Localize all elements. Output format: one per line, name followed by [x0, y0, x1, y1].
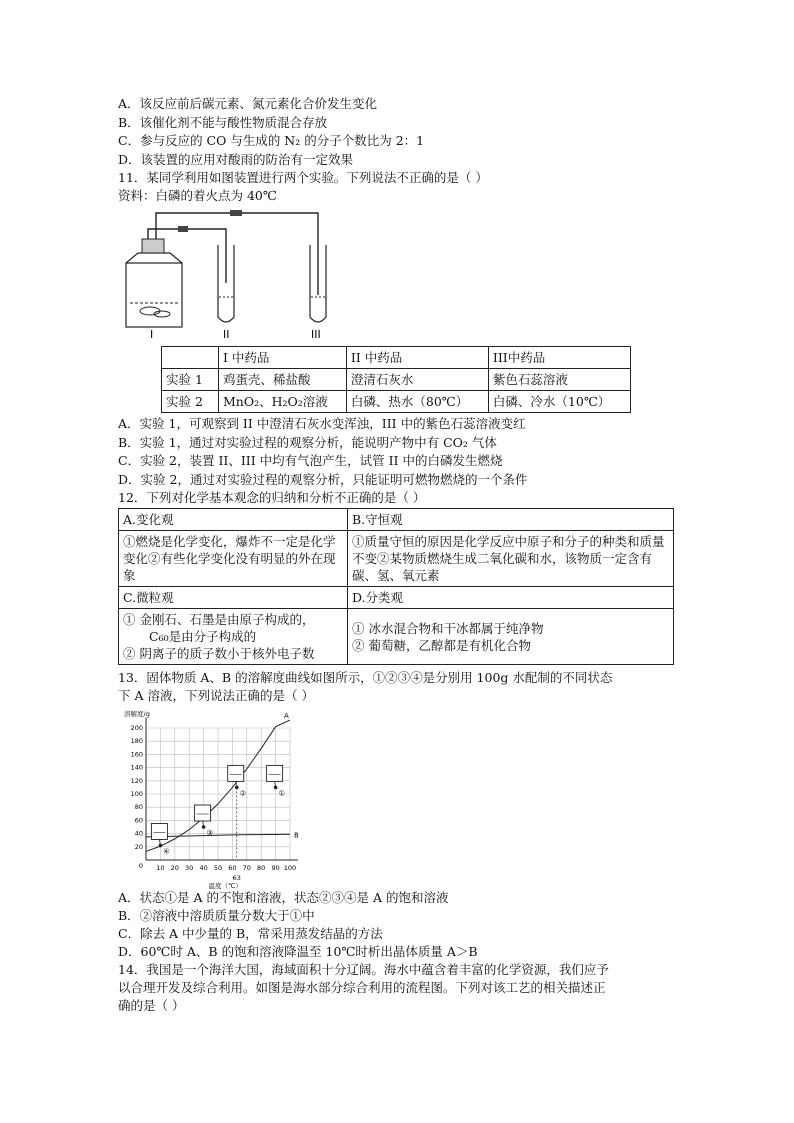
q11-header-3: III中药品 [488, 347, 630, 369]
q13-option-c: C．除去 A 中少量的 B，常采用蒸发结晶的方法 [118, 926, 383, 941]
beaker-icon [151, 823, 167, 839]
y-tick-label: 180 [130, 737, 143, 746]
x-tick-label: 100 [283, 864, 297, 872]
q14-line-2: 以合理开发及综合利用。如图是海水部分综合利用的流程图。下列对该工艺的相关描述正 [118, 980, 606, 995]
q10-option-a: A．该反应前后碳元素、氮元素化合价发生变化 [118, 96, 378, 111]
y-tick-label: 80 [134, 803, 143, 812]
q11-table [161, 346, 631, 413]
state-label: ④ [163, 847, 170, 856]
q12-a-body: ①燃烧是化学变化，爆炸不一定是化学变化②有些化学变化没有明显的外在现象 [119, 531, 348, 587]
q13-stem-1: 13．固体物质 A、B 的溶解度曲线如图所示，①②③④是分别用 100g 水配制的不同状态 [118, 670, 613, 685]
x-tick-label: 70 [242, 864, 251, 872]
q12-c-line3: ② 阴离子的质子数小于核外电子数 [123, 646, 315, 661]
q12-d-line2: ② 葡萄糖，乙醇都是有机化合物 [352, 637, 531, 653]
q12-c-title: C.微粒观 [119, 587, 348, 609]
x-tick-label: 30 [185, 864, 194, 872]
q10-option-b: B．该催化剂不能与酸性物质混合存放 [118, 115, 328, 130]
q12-c-line2: C₆₀是由分子构成的 [149, 629, 257, 644]
q10-option-c: C．参与反应的 CO 与生成的 N₂ 的分子个数比为 2：1 [118, 133, 425, 148]
state-label: ① [278, 789, 285, 798]
x-tick-label: 50 [213, 864, 223, 872]
y-tick-label: 120 [130, 776, 143, 785]
y-tick-label: 40 [134, 829, 143, 838]
x-tick-label: 90 [271, 864, 280, 872]
q12-c-line1: ① 金刚石、石墨是由原子构成的， [123, 612, 315, 627]
q13-option-b: B．②溶液中溶质质量分数大于①中 [118, 908, 315, 923]
q12-table [118, 508, 674, 665]
y-tick-label: 100 [130, 790, 143, 798]
q13-option-d: D．60℃时 A、B 的饱和溶液降温至 10℃时析出晶体质量 A＞B [118, 944, 478, 959]
q11-cell: 紫色石蕊溶液 [488, 369, 630, 391]
y-axis-label: 溶解度/g [124, 710, 150, 718]
y-tick-label: 60 [134, 816, 143, 825]
x-tick-label: 40 [199, 864, 208, 872]
series-label-B: B [294, 831, 299, 840]
label-ii: II [223, 328, 230, 341]
beaker-icon [267, 765, 283, 781]
q11-cell: 白磷、冷水（10℃） [488, 391, 630, 413]
label-i: I [150, 328, 154, 341]
q12-b-body: ①质量守恒的原因是化学反应中原子和分子的种类和质量不变②某物质燃烧生成二氧化碳和水，该物质一定含有碳、氢、氧元素 [348, 531, 674, 587]
q14-line-1: 14．我国是一个海洋大国，海域面积十分辽阔。海水中蕴含着丰富的化学资源，我们应予 [118, 962, 609, 977]
x-tick-label: 20 [170, 864, 179, 872]
q11-header-0 [162, 347, 219, 369]
y-tick-label: 20 [134, 842, 143, 851]
state-label: ③ [206, 829, 213, 837]
q11-header-2: II 中药品 [346, 347, 488, 369]
q10-option-d: D．该装置的应用对酸雨的防治有一定效果 [118, 152, 354, 167]
q12-c-body [119, 609, 348, 665]
q11-cell: MnO₂、H₂O₂溶液 [219, 391, 347, 413]
q11-option-d: D．实验 2，通过对实验过程的观察分析，只能证明可燃物燃烧的一个条件 [118, 472, 528, 487]
q12-stem: 12．下列对化学基本观念的归纳和分析不正确的是（ ） [118, 490, 426, 505]
q11-option-b: B．实验 1，通过对实验过程的观察分析，能说明产物中有 CO₂ 气体 [118, 435, 497, 450]
q11-option-a: A．实验 1，可观察到 II 中澄清石灰水变浑浊，III 中的紫色石蕊溶液变红 [118, 416, 526, 431]
x-axis-label: 温度（℃） [208, 882, 242, 890]
y-tick-label: 140 [130, 763, 143, 772]
label-iii: III [311, 328, 321, 341]
q14-line-3: 确的是（ ） [118, 998, 185, 1013]
q11-cell: 白磷、热水（80℃） [346, 391, 488, 413]
q12-d-line1: ① 冰水混合物和干冰都属于纯净物 [352, 620, 544, 636]
q11-cell: 实验 2 [162, 391, 219, 413]
q12-d-title: D.分类观 [348, 587, 674, 609]
q13-option-a: A．状态①是 A 的不饱和溶液，状态②③④是 A 的饱和溶液 [118, 890, 449, 905]
q12-a-title: A.变化观 [119, 509, 348, 531]
apparatus-figure [118, 205, 348, 345]
q11-cell: 澄清石灰水 [346, 369, 488, 391]
origin-label: 0 [138, 862, 143, 870]
q11-cell: 鸡蛋壳、稀盐酸 [219, 369, 347, 391]
q11-cell: 实验 1 [162, 369, 219, 391]
beaker-icon [195, 805, 211, 821]
q11-stem: 11．某同学利用如图装置进行两个实验。下列说法不正确的是（ ） [118, 170, 488, 185]
solubility-chart [118, 706, 304, 890]
q11-note: 资料：白磷的着火点为 40℃ [118, 188, 277, 203]
state-label: ② [239, 789, 247, 798]
x-tick-label: 60 [228, 864, 237, 872]
q12-d-body [348, 609, 674, 665]
state-point [235, 786, 239, 790]
state-point [159, 844, 163, 848]
q11-option-c: C．实验 2，装置 II、III 中均有气泡产生，试管 II 中的白磷发生燃烧 [118, 453, 503, 468]
state-point [274, 786, 278, 790]
extra-tick-label: 63 [232, 874, 241, 882]
y-tick-label: 200 [130, 724, 143, 732]
x-tick-label: 80 [257, 864, 266, 872]
x-tick-label: 10 [156, 864, 165, 872]
q11-header-1: I 中药品 [219, 347, 347, 369]
beaker-icon [228, 765, 244, 781]
y-tick-label: 160 [130, 750, 143, 759]
state-point [202, 825, 206, 829]
q12-b-title: B.守恒观 [348, 509, 674, 531]
series-label-A: A [284, 712, 289, 721]
q13-stem-2: 下 A 溶液，下列说法正确的是（ ） [118, 688, 314, 703]
